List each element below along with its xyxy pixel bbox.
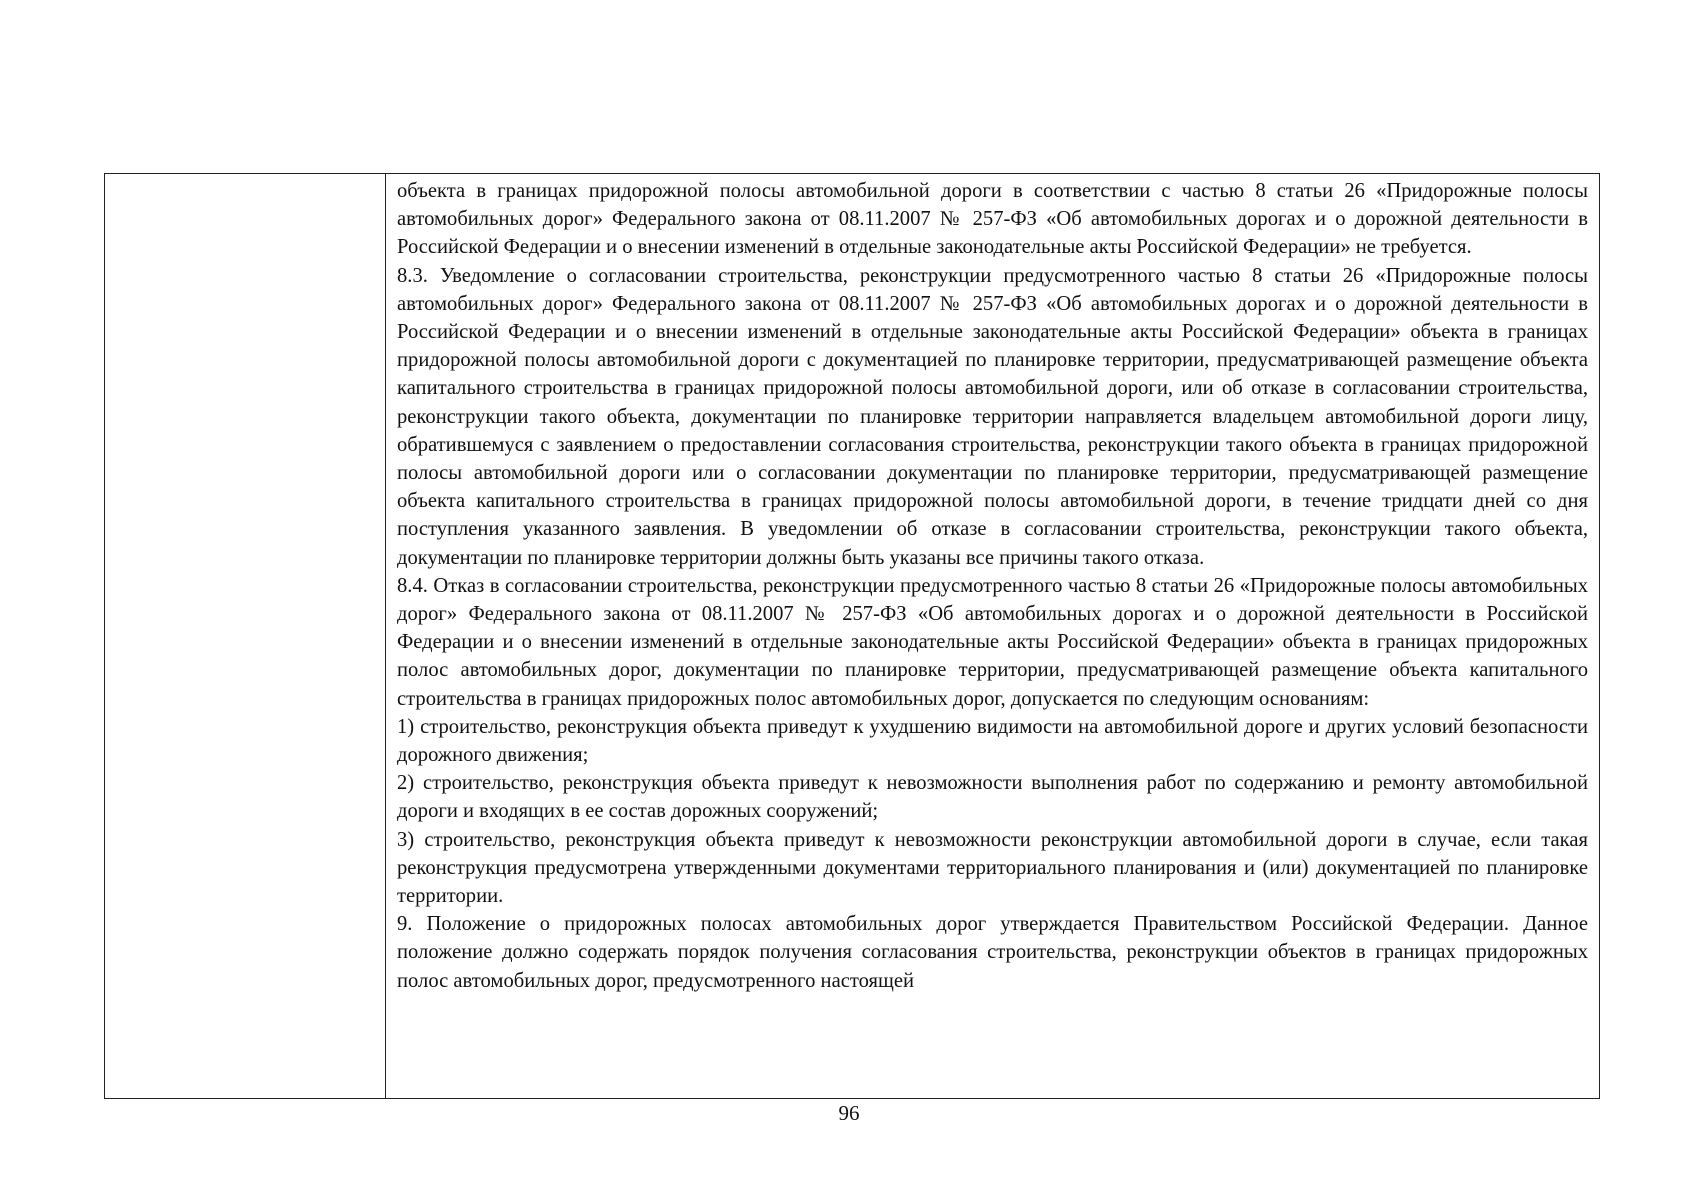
table-left-cell <box>105 174 386 1098</box>
paragraph-continuation: объекта в границах придорожной полосы автомобильной дороги в соответствии с частью 8 статьи 26 «Придорожные полосы автомобильных дорог» Федерального закона от 08.11.2007 № 257-ФЗ «Об автомобильных дорогах и о дорожной деятельности в Российской Федерации и о внесении изменений в отдельные законодательные акты Российской Федерации» не требуется. <box>397 180 1588 259</box>
list-item-3: 3) строительство, реконструкция объекта приведут к невозможности реконструкции автомобильной дороги в случае, если такая реконструкция предусмотрена утвержденными документами территориального планирования и (или) документацией по планировке территории. <box>397 828 1588 908</box>
list-item-2: 2) строительство, реконструкция объекта приведут к невозможности выполнения работ по содержанию и ремонту автомобильной дороги и входящих в ее состав дорожных сооружений; <box>397 772 1588 823</box>
paragraph-9: 9. Положение о придорожных полосах автомобильных дорог утверждается Правительством Российской Федерации. Данное положение должно содержать порядок получения согласования строительства, реконструкции объектов в границах придорожных полос автомобильных дорог, предусмотренного настоящей <box>397 913 1588 992</box>
paragraph-8-3: 8.3. Уведомление о согласовании строительства, реконструкции предусмотренного частью 8 статьи 26 «Придорожные полосы автомобильных дорог» Федерального закона от 08.11.2007 № 257-ФЗ «Об автомобильных дорогах и о дорожной деятельности в Российской Федерации и о внесении изменений в отдельные законодательные акты Российской Федерации» объекта в границах придорожной полосы автомобильной дороги с документацией по планировке территории, предусматривающей размещение объекта капитального строительства в границах придорожной полосы автомобильной дороги, или об отказе в согласовании строительства, реконструкции такого объекта, документации по планировке территории направляется владельцем автомобильной дороги лицу, обратившемуся с заявлением о предоставлении согласования строительства, реконструкции такого объекта в границах придорожной полосы автомобильной дороги или о согласовании документации по планировке территории, предусматривающей размещение объекта капитального строительства в границах придорожной полосы автомобильной дороги, в течение тридцати дней со дня поступления указанного заявления. В уведомлении об отказе в согласовании строительства, реконструкции такого объекта, документации по планировке территории должны быть указаны все причины такого отказа. <box>397 264 1588 569</box>
document-table <box>104 173 1600 1099</box>
page-number: 96 <box>838 1101 860 1125</box>
table-right-cell <box>386 174 1599 1098</box>
list-item-1: 1) строительство, реконструкция объекта приведут к ухудшению видимости на автомобильной дороге и других условий безопасности дорожного движения; <box>397 715 1588 767</box>
paragraph-8-4: 8.4. Отказ в согласовании строительства, реконструкции предусмотренного частью 8 статьи 26 «Придорожные полосы автомобильных дорог» Федерального закона от 08.11.2007 № 257-ФЗ «Об автомобильных дорогах и о дорожной деятельности в Российской Федерации и о внесении изменений в отдельные законодательные акты Российской Федерации» объекта в границах придорожных полос автомобильных дорог, документации по планировке территории, предусматривающей размещение объекта капитального строительства в границах придорожных полос автомобильных дорог, допускается по следующим основаниям: <box>397 574 1588 710</box>
